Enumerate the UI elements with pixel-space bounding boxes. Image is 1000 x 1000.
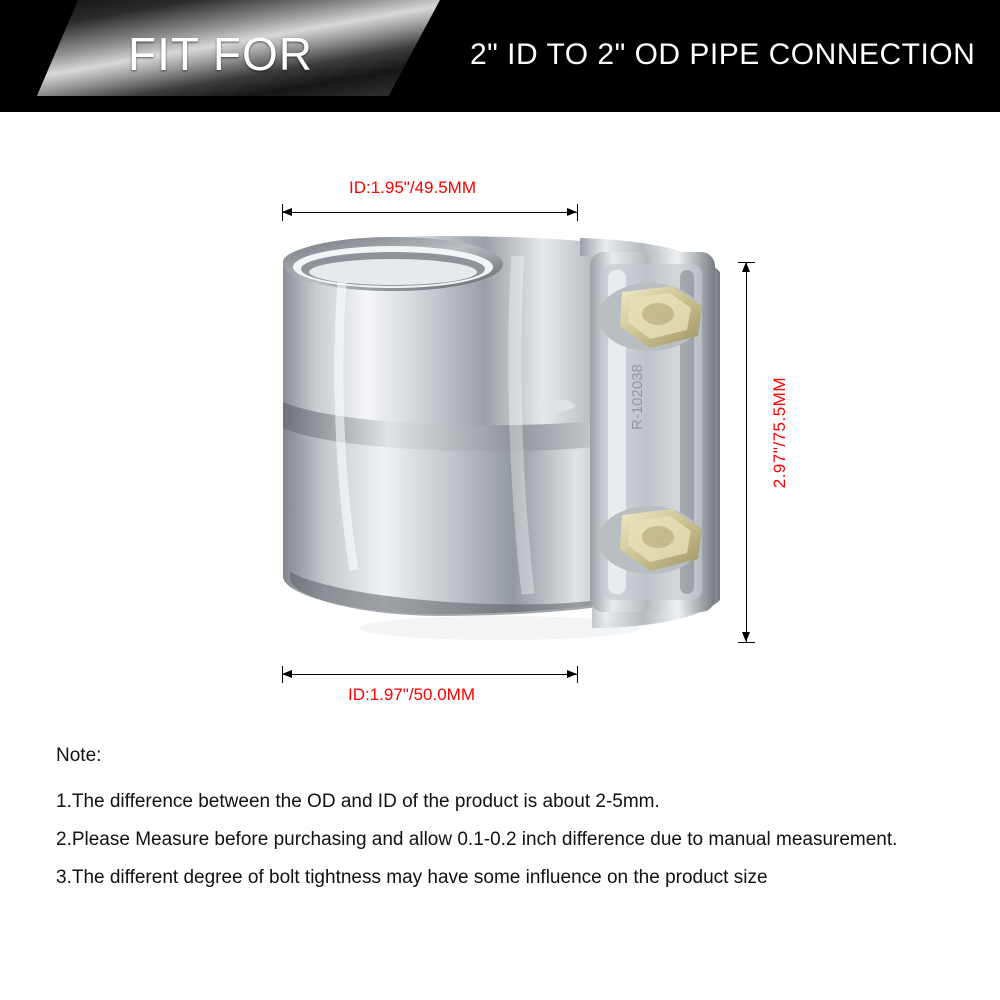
notes-section [56, 745, 956, 897]
notes-heading: Note: [56, 745, 102, 766]
banner-subtitle: 2" ID TO 2" OD PIPE CONNECTION [470, 38, 976, 71]
banner-title: FIT FOR [128, 28, 314, 80]
note-item-2: 2.Please Measure before purchasing and allow 0.1-0.2 inch difference due to manual measurement. [56, 829, 898, 850]
header-banner [0, 0, 1000, 112]
bottom-dimension-label: ID:1.97"/50.0MM [348, 685, 475, 704]
bottom-dimension-tick-right [577, 666, 578, 683]
note-item-1: 1.The difference between the OD and ID of the product is about 2-5mm. [56, 791, 660, 812]
top-dimension-label: ID:1.95"/49.5MM [349, 178, 476, 197]
right-dimension-label: 2.97"/75.5MM [770, 377, 789, 489]
right-dimension-arrow [746, 262, 747, 642]
top-dimension-tick-left [282, 204, 283, 221]
top-dimension-arrow [282, 212, 577, 213]
bottom-dimension-arrow [282, 674, 577, 675]
note-item-3: 3.The different degree of bolt tightness may have some influence on the product size [56, 867, 768, 888]
product-image [250, 222, 750, 652]
right-dimension-tick-top [738, 262, 755, 263]
bottom-dimension-tick-left [282, 666, 283, 683]
svg-text:R-102038: R-102038 [629, 364, 646, 430]
banner-bottom-strip [0, 96, 1000, 112]
product-diagram [0, 112, 1000, 722]
top-dimension-tick-right [577, 204, 578, 221]
right-dimension-tick-bottom [738, 642, 755, 643]
